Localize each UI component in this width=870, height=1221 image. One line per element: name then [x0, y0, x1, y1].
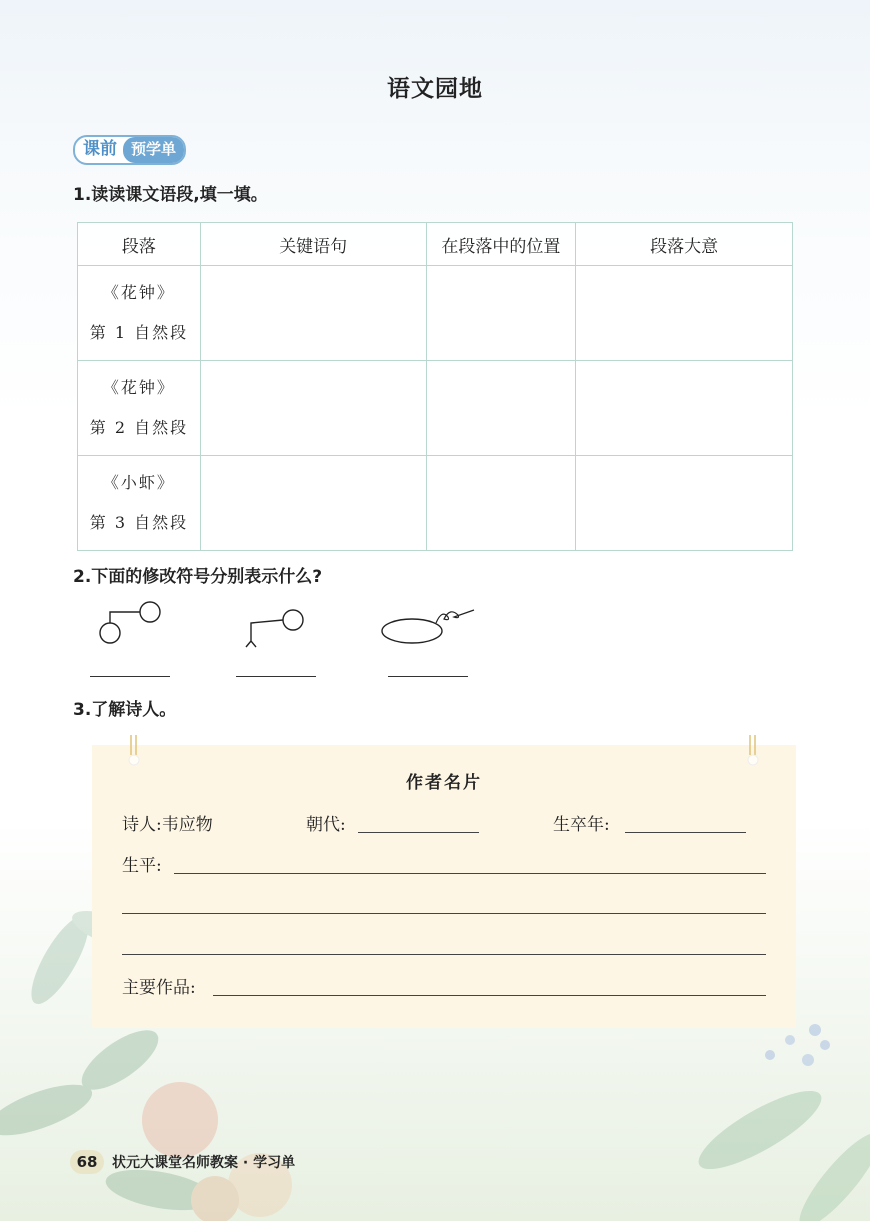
paragraph-label [78, 361, 201, 456]
answer-cell[interactable] [200, 266, 426, 361]
paragraph-title: 《小虾》 [102, 473, 175, 492]
life-label: 生平: [122, 856, 162, 876]
page-title: 语文园地 [387, 76, 483, 102]
answer-line[interactable] [90, 676, 170, 677]
dynasty-answer-line[interactable] [358, 832, 479, 833]
years-answer-line[interactable] [625, 832, 746, 833]
section-badge [73, 135, 186, 165]
answer-cell[interactable] [426, 456, 576, 551]
table-header-row [78, 223, 793, 266]
answer-cell[interactable] [576, 361, 793, 456]
answer-cell[interactable] [426, 361, 576, 456]
table-row [78, 266, 793, 361]
left-pin-icon [127, 735, 141, 767]
answer-cell[interactable] [426, 266, 576, 361]
dynasty-label: 朝代: [306, 815, 346, 835]
years-label: 生卒年: [553, 815, 610, 835]
badge-label-preview: 预学单 [123, 137, 184, 163]
right-pin-icon [746, 735, 760, 767]
paragraph-title: 《花钟》 [102, 283, 175, 302]
answer-line[interactable] [236, 676, 316, 677]
works-label: 主要作品: [122, 978, 196, 998]
table-header: 在段落中的位置 [426, 223, 576, 266]
delete-mark-icon [378, 605, 478, 650]
table-header: 段落 [78, 223, 201, 266]
question-1: 1.读读课文语段,填一填。 [73, 185, 268, 205]
reading-table [77, 222, 793, 551]
card-title: 作者名片 [406, 773, 482, 793]
table-header: 段落大意 [576, 223, 793, 266]
paragraph-label [78, 266, 201, 361]
page-number: 68 [70, 1150, 104, 1174]
badge-label-before-class: 课前 [83, 139, 117, 159]
swap-mark-icon [90, 598, 180, 648]
question-2: 2.下面的修改符号分别表示什么? [73, 567, 323, 587]
life-answer-line[interactable] [174, 873, 766, 874]
paragraph-title: 《花钟》 [102, 378, 175, 397]
answer-cell[interactable] [200, 456, 426, 551]
answer-cell[interactable] [576, 266, 793, 361]
insert-mark-icon [238, 605, 318, 650]
paragraph-number: 第 1 自然段 [89, 323, 189, 342]
paragraph-label [78, 456, 201, 551]
page-footer [70, 1150, 295, 1174]
answer-cell[interactable] [200, 361, 426, 456]
table-header: 关键语句 [200, 223, 426, 266]
poet-field: 诗人:韦应物 [122, 815, 213, 835]
life-answer-line[interactable] [122, 954, 766, 955]
life-answer-line[interactable] [122, 913, 766, 914]
table-row [78, 456, 793, 551]
paragraph-number: 第 3 自然段 [89, 513, 189, 532]
works-answer-line[interactable] [213, 995, 766, 996]
book-title: 状元大课堂名师教案 · 学习单 [112, 1155, 296, 1171]
paragraph-number: 第 2 自然段 [89, 418, 189, 437]
answer-line[interactable] [388, 676, 468, 677]
answer-cell[interactable] [576, 456, 793, 551]
table-row [78, 361, 793, 456]
question-3: 3.了解诗人。 [73, 700, 177, 720]
